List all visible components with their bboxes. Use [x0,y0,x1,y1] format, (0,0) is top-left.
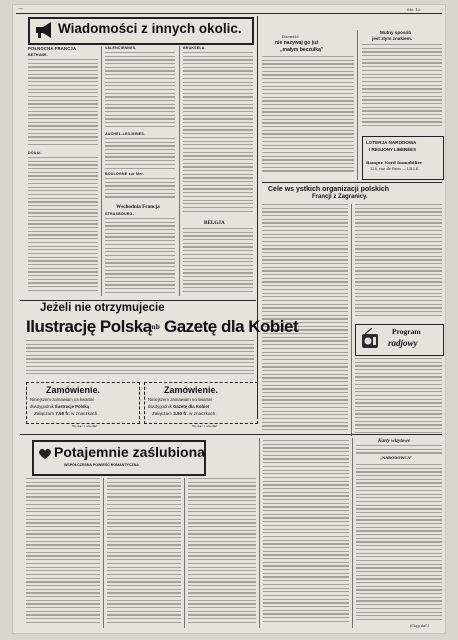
order-form-2-line3: Załączam [152,411,172,416]
ad-line1: Dzewiść [282,34,299,39]
order-form-2-line4: w znaczkach. [189,411,217,416]
order-form-2-amount: 3.50 fr. [173,411,188,416]
cards-title: Karty wizytowe [378,438,411,444]
radio-icon [360,328,380,354]
news-section-valenciennes: VALENCIENNES. [105,46,137,50]
subscribe-brand1: Ilustrację Polską [26,317,152,336]
news-col2-text-b [105,138,175,172]
news-sub-strasbourg: STRASBOURG. [105,212,134,216]
news-sub-bruksela: BRUKSELA. [183,46,206,50]
order-form-2-title: Zamówienie. [164,385,219,395]
order-form-2-line3-wrap [152,411,217,416]
radio-label: Program [392,327,421,336]
heart-icon [38,446,52,465]
lottery-line2: I REGJONY LIBERÉES [369,147,417,152]
ad-text-right [362,44,442,132]
news-section-north-france: POŁNOCNA FRANCJA [28,46,77,51]
ad-text-left [262,56,354,176]
order-form-2-cut-label: Wyciąć i odesłać [192,424,218,428]
header-rule [16,13,442,14]
news-section-belgium: BELGJA [204,220,225,226]
order-form-1-line4: w znaczkach. [71,411,99,416]
subscribe-text [26,340,254,378]
serial-subtitle: WSPÓŁCZESNA POWIEŚĆ ROMANTYCZNA [64,463,139,467]
subscribe-joiner: lub [149,324,160,331]
order-form-1-amount: 7.50 fr. [55,411,70,416]
article-title-line2: Francji z Zagranicy. [312,194,368,200]
news-sub-douai: DOUAI. [28,151,42,155]
continued-note: (Ciąg dal.) [410,624,430,628]
order-form-1-line3-wrap [34,411,99,416]
news-col1-text-b [28,157,98,295]
news-col2-text-d [105,218,175,296]
order-form-2-brand: Gazetę dla Kobiet [173,404,210,409]
order-form-1-title: Zamówienie. [46,385,101,395]
serial-title: Potajemnie zaślubiona [54,444,205,460]
news-sub-boulogne: BOULOGNE sur Mer. [105,172,144,176]
news-sub-bethune: BETHUNE. [28,53,48,57]
order-form-2-line2: dwutygodnik [148,404,172,409]
news-col2-text-c [105,178,175,200]
order-form-1-line3: Załączam [34,411,54,416]
news-col2-text-a [105,52,175,132]
serial-text-col2 [107,478,181,628]
article-title-line1: Cele ws ystkich organizacji polskich [268,186,389,193]
radio-label-2: radjowy [388,338,418,348]
ad-box-title2: jest zlym znakiem. [372,36,413,41]
order-form-2-line1: Niniejszem zamawiam na kwartał [148,397,212,402]
cards-sub: „NARODOWCA” [380,456,412,460]
news-sub-auchel: AUCHEL-LES-MINES. [105,132,146,136]
newspaper-page [12,4,446,634]
order-form-1-cut-label: Wyciąć i odesłać [72,424,98,428]
page-number: Str. 13 [407,7,421,12]
serial-text-col1 [26,478,100,628]
subscribe-brand2: Gazetę dla Kobiet [164,317,299,336]
right-lower-text-col1 [263,440,349,628]
lottery-line1: LOTERJA NARODOWA [366,140,417,145]
page-header-left: — [18,6,23,12]
article-text-right [355,204,442,320]
bank-address: 125, rue de Paris — LILLE. [370,167,420,171]
ad-line2: nie nazywaj go już [275,40,319,46]
order-form-1-line2-wrap [30,404,89,409]
news-col3-text-b [183,228,253,296]
radio-program-text [355,358,442,436]
order-form-1-brand: Ilustracje Polską [55,404,90,409]
bank-name: Banque Nord Immobilier [366,160,423,165]
ad-box-title1: Mutny sposób [380,30,412,35]
news-col3-text-a [183,52,253,216]
news-section-east-france: Wschodnia Francja [116,204,160,210]
right-lower-text-col2 [356,464,442,624]
megaphone-icon [34,21,54,43]
ad-line3: „małym beczułką” [280,47,324,53]
news-block-title: Wiadomości z innych okolic. [58,21,242,36]
order-form-2-line2-wrap [148,404,209,409]
subscribe-heading: Jeżeli nie otrzymujecie [40,302,165,314]
news-col1-text-a [28,59,98,149]
order-form-1-line1: Niniejszem zamawiam na kwartał [30,397,94,402]
order-form-1-line2: dwutygodnik [30,404,54,409]
serial-text-col3 [188,478,256,628]
